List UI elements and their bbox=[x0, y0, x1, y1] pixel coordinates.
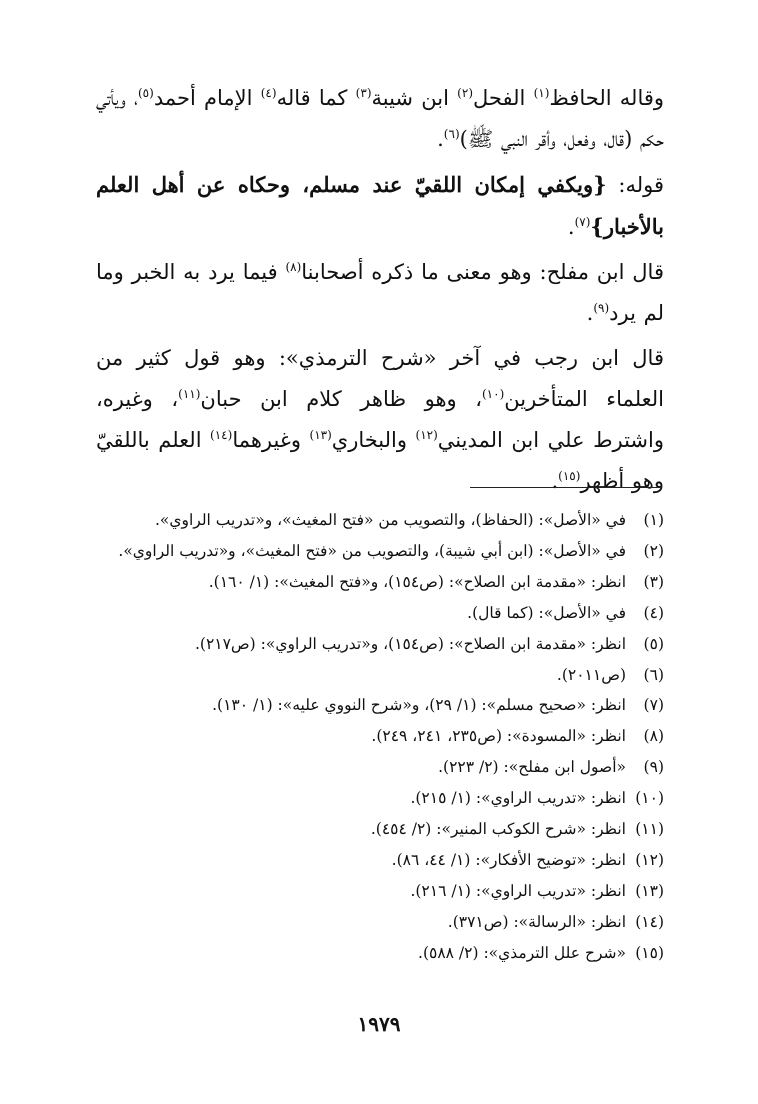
footnote-item bbox=[96, 536, 664, 567]
footnote-number: (٥) bbox=[643, 634, 664, 653]
footnote-item bbox=[96, 629, 664, 660]
footnote-item bbox=[96, 876, 664, 907]
text-run: قوله: bbox=[606, 173, 664, 197]
footnote-ref[interactable]: (١٤) bbox=[210, 428, 233, 442]
text-run: العلم باللقيّ وهو أظهر bbox=[96, 428, 664, 493]
footnote-ref[interactable]: (٨) bbox=[285, 260, 302, 274]
text-run: الفحل bbox=[473, 86, 534, 110]
footnote-number: (٦) bbox=[643, 665, 664, 684]
footnote-item bbox=[96, 721, 664, 752]
text-run: . bbox=[567, 215, 575, 239]
footnote-ref[interactable]: (٣) bbox=[355, 86, 372, 100]
footnote-item bbox=[96, 814, 664, 845]
footnote-ref[interactable]: (١١) bbox=[178, 387, 201, 401]
footnote-ref[interactable]: (١) bbox=[533, 86, 550, 100]
text-run: ، ويأتي حكم (قال، وفعل، وأقر النبي ﷺ) bbox=[96, 86, 664, 151]
footnote-number: (١٥) bbox=[635, 943, 664, 962]
footnote-number: (٨) bbox=[643, 727, 664, 746]
footnote-ref[interactable]: (١٣) bbox=[309, 428, 332, 442]
footnote-ref[interactable]: (٤) bbox=[260, 86, 277, 100]
footnote-item bbox=[96, 845, 664, 876]
footnote-number: (١٠) bbox=[635, 789, 664, 808]
footnote-text: انظر: «توضيح الأفكار»: (١/ ٤٤، ٨٦). bbox=[391, 850, 626, 869]
footnote-number: (١٣) bbox=[635, 881, 664, 900]
footnote-ref[interactable]: (١٥) bbox=[558, 469, 581, 483]
footnote-number: (٤) bbox=[643, 603, 664, 622]
paragraph-1 bbox=[96, 78, 664, 160]
text-run: وغيرهما bbox=[232, 428, 310, 452]
footnote-text: انظر: «تدريب الراوي»: (١/ ٢١٦). bbox=[410, 881, 626, 900]
footnote-item bbox=[96, 505, 664, 536]
text-run: . bbox=[437, 127, 444, 151]
footnote-text: انظر: «مقدمة ابن الصلاح»: (ص١٥٤)، و«فتح المغيث»: (١/ ١٦٠). bbox=[208, 572, 626, 591]
footnote-text: «شرح علل الترمذي»: (٢/ ٥٨٨). bbox=[418, 943, 626, 962]
footnote-ref[interactable]: (٧) bbox=[574, 215, 591, 229]
footnote-number: (٢) bbox=[643, 541, 664, 560]
footnote-number: (١٤) bbox=[635, 912, 664, 931]
footnote-number: (٩) bbox=[643, 758, 664, 777]
footnote-item bbox=[96, 907, 664, 938]
main-text bbox=[96, 78, 664, 506]
footnote-ref[interactable]: (٥) bbox=[137, 86, 154, 100]
footnote-separator bbox=[470, 487, 662, 488]
footnote-text: انظر: «الرسالة»: (ص٣٧١). bbox=[447, 912, 626, 931]
text-run: الإمام أحمد bbox=[153, 86, 261, 110]
footnote-item bbox=[96, 660, 664, 691]
footnote-text: في «الأصل»: (ابن أبي شيبة)، والتصويب من «فتح المغيث»، و«تدريب الراوي». bbox=[118, 541, 626, 560]
footnote-number: (٧) bbox=[643, 696, 664, 715]
footnote-item bbox=[96, 752, 664, 783]
page-number: ١٩٧٩ bbox=[357, 1012, 401, 1036]
text-run: . bbox=[586, 301, 594, 325]
footnote-text: في «الأصل»: (كما قال). bbox=[467, 603, 626, 622]
text-run: ، وغيره، واشترط علي ابن المديني bbox=[96, 387, 664, 452]
footnote-number: (١١) bbox=[635, 820, 664, 839]
text-run: قال ابن مفلح: وهو معنى ما ذكره أصحابنا bbox=[301, 260, 664, 284]
text-run: وقاله الحافظ bbox=[549, 86, 665, 110]
footnote-number: (١٢) bbox=[635, 850, 664, 869]
footnote-item bbox=[96, 938, 664, 969]
footnote-text: (ص٢٠١١). bbox=[556, 665, 626, 684]
text-run: ابن شيبة bbox=[371, 86, 458, 110]
footnote-item bbox=[96, 598, 664, 629]
footnote-ref[interactable]: (١٢) bbox=[415, 428, 438, 442]
footnote-text: انظر: «مقدمة ابن الصلاح»: (ص١٥٤)، و«تدريب الراوي»: (ص٢١٧). bbox=[194, 634, 626, 653]
footnote-item bbox=[96, 567, 664, 598]
text-run: والبخاري bbox=[331, 428, 416, 452]
text-run: . bbox=[551, 469, 559, 493]
footnote-text: انظر: «صحيح مسلم»: (١/ ٢٩)، و«شرح النووي عليه»: (١/ ١٣٠). bbox=[212, 696, 626, 715]
text-run: ، وهو ظاهر كلام ابن حبان bbox=[200, 387, 482, 411]
paragraph-4 bbox=[96, 338, 664, 502]
footnote-item bbox=[96, 783, 664, 814]
quoted-matn: {ويكفي إمكان اللقيّ عند مسلم، وحكاه عن أهل العلم بالأخبار} bbox=[96, 172, 664, 239]
footnote-text: انظر: «المسودة»: (ص٢٣٥، ٢٤١، ٢٤٩). bbox=[371, 727, 626, 746]
footnote-ref[interactable]: (٢) bbox=[457, 86, 473, 100]
footnote-item bbox=[96, 690, 664, 721]
text-run: كما قاله bbox=[276, 86, 356, 110]
footnote-text: «أصول ابن مفلح»: (٢/ ٢٢٣). bbox=[438, 758, 626, 777]
text-run: قال ابن رجب في آخر «شرح الترمذي»: وهو قول كثير من العلماء المتأخرين bbox=[96, 346, 665, 411]
footnote-text: انظر: «شرح الكوكب المنير»: (٢/ ٤٥٤). bbox=[370, 820, 626, 839]
footnotes-list bbox=[96, 505, 664, 969]
footnote-ref[interactable]: (١٠) bbox=[481, 387, 505, 401]
text-run: فيما يرد به الخبر وما لم يرد bbox=[96, 260, 664, 325]
paragraph-2 bbox=[96, 164, 664, 248]
footnote-number: (٣) bbox=[643, 572, 664, 591]
paragraph-3 bbox=[96, 252, 664, 334]
footnote-ref[interactable]: (٩) bbox=[593, 301, 610, 315]
footnote-ref[interactable]: (٦) bbox=[443, 127, 460, 141]
footnote-text: في «الأصل»: (الحفاظ)، والتصويب من «فتح المغيث»، و«تدريب الراوي». bbox=[154, 511, 626, 529]
footnote-number: (١) bbox=[643, 511, 664, 529]
footnote-text: انظر: «تدريب الراوي»: (١/ ٢١٥). bbox=[410, 789, 626, 808]
